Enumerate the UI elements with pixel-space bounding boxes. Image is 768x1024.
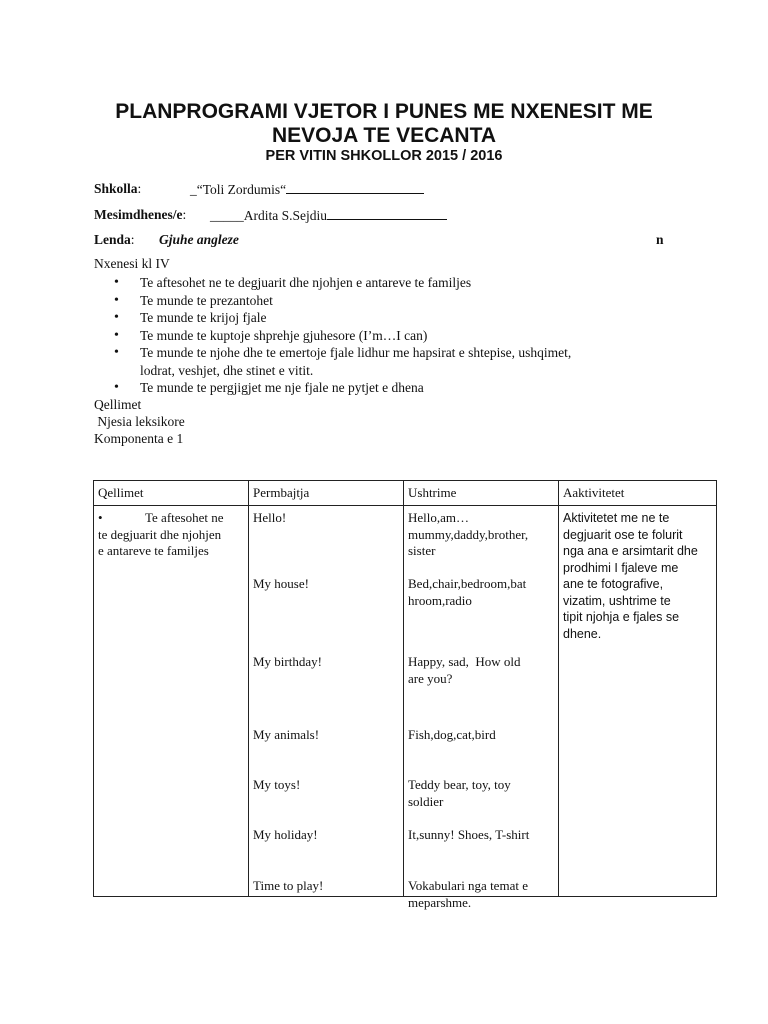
qellimet-text-1: Te aftesohet ne xyxy=(145,510,224,525)
teacher-underline xyxy=(327,207,447,220)
exercise-line: Vokabulari nga temat e xyxy=(408,878,528,893)
content-item: My toys! xyxy=(253,777,301,792)
exercise-item xyxy=(408,827,554,844)
exercise-item xyxy=(408,510,554,560)
cell-permbajtja xyxy=(249,506,404,897)
teacher-value: _____Ardita S.Sejdiu xyxy=(210,208,327,223)
teacher-field xyxy=(94,207,327,223)
goal-item-continuation: lodrat, veshjet, dhe stinet e vitit. xyxy=(140,362,314,378)
qellimet-line-2: te degjuarit dhe njohjen xyxy=(98,526,222,542)
school-field xyxy=(94,181,287,197)
content-item: My animals! xyxy=(253,727,320,742)
section-qellimet: Qellimet xyxy=(94,397,142,412)
qellimet-line-3: e antareve te familjes xyxy=(98,543,209,558)
exercise-item xyxy=(408,777,554,810)
exercise-item xyxy=(408,654,554,687)
goal-item: • Te munde te pergjigjet me nje fjale ne pytjet e dhena xyxy=(112,379,672,397)
exercise-item xyxy=(408,878,554,911)
content-stack xyxy=(253,510,399,894)
school-underline xyxy=(286,181,424,194)
goal-item: • Te munde te prezantohet xyxy=(112,292,672,310)
activity-line: vizatim, ushtrime te xyxy=(563,593,671,608)
content-item: Time to play! xyxy=(253,878,324,893)
school-label: Shkolla xyxy=(94,181,138,196)
doc-subtitle: PER VITIN SHKOLLOR 2015 / 2016 xyxy=(265,148,503,164)
table-body-row xyxy=(94,506,717,897)
goal-item: • Te munde te krijoj fjale xyxy=(112,309,672,327)
exercise-line: Happy, sad, How old xyxy=(408,654,521,669)
exercise-line: Teddy bear, toy, toy xyxy=(408,777,511,792)
subject-colon: : xyxy=(130,232,135,247)
activity-line: prodhimi I fjaleve me xyxy=(563,560,679,575)
teacher-label: Mesimdhenes/e xyxy=(94,207,183,222)
exercise-line: Fish,dog,cat,bird xyxy=(408,727,496,742)
goal-item: • Te aftesohet ne te degjuarit dhe njohjen e antareve te familjes xyxy=(112,274,672,292)
school-value: _“Toli Zordumis“ xyxy=(190,182,287,197)
exercise-stack xyxy=(408,510,554,910)
subject-value: Gjuhe angleze xyxy=(159,232,239,247)
content-item: Hello! xyxy=(253,510,287,525)
exercise-item xyxy=(408,727,554,744)
exercise-line: are you? xyxy=(408,670,453,686)
subject-label: Lenda xyxy=(94,232,131,247)
exercise-line: hroom,radio xyxy=(408,592,472,608)
teacher-colon: : xyxy=(182,207,187,222)
exercise-line: Hello,am… xyxy=(408,510,470,525)
cell-ushtrime xyxy=(404,506,559,910)
exercise-line: soldier xyxy=(408,793,444,809)
activities-text xyxy=(563,510,712,642)
goals-list xyxy=(112,274,672,397)
exercise-line: Bed,chair,bedroom,bat xyxy=(408,576,527,591)
bullet: • xyxy=(98,510,103,525)
header-qellimet: Qellimet xyxy=(94,481,249,506)
section-komponenta: Komponenta e 1 xyxy=(94,431,184,446)
goal-item: • Te munde te njohe dhe te emertoje fjale lidhur me hapsirat e shtepise, ushqimet, xyxy=(112,344,672,362)
activity-line: degjuarit ose te folurit xyxy=(563,527,683,542)
exercise-line: sister xyxy=(408,543,436,558)
exercise-line: mummy,daddy,brother, xyxy=(408,526,529,542)
subject-field xyxy=(94,232,239,248)
teacher-value-wrap xyxy=(210,207,447,224)
section-njesia: Njesia leksikore xyxy=(94,414,185,429)
qellimet-line-1 xyxy=(98,510,244,527)
stray-letter: n xyxy=(656,232,664,247)
header-ushtrime: Ushtrime xyxy=(404,481,559,506)
header-permbajtja: Permbajtja xyxy=(249,481,404,506)
doc-title-line-2: NEVOJA TE VECANTA xyxy=(271,124,497,147)
cell-qellimet xyxy=(94,506,249,897)
activity-line: dhene. xyxy=(563,626,602,641)
activity-line: tipit njohja e fjales se xyxy=(563,610,680,624)
activity-line: Aktivitetet me ne te xyxy=(563,511,670,525)
content-item: My house! xyxy=(253,576,309,591)
activity-line: nga ana e arsimtarit dhe xyxy=(563,544,698,558)
content-item: My holiday! xyxy=(253,827,318,842)
activity-line: ane te fotografive, xyxy=(563,577,664,591)
school-colon: : xyxy=(137,181,142,196)
header-aktivitetet: Aaktivitetet xyxy=(559,481,717,506)
table-header-row xyxy=(94,481,717,506)
exercise-line: It,sunny! Shoes, T-shirt xyxy=(408,827,530,842)
goal-item: • Te munde te kuptoje shprehje gjuhesore (I’m…I can) xyxy=(112,327,672,345)
content-item: My birthday! xyxy=(253,654,322,669)
cell-aktivitetet xyxy=(559,506,717,897)
plan-table xyxy=(93,480,717,910)
exercise-item xyxy=(408,576,554,609)
exercise-line: meparshme. xyxy=(408,894,472,910)
student-line: Nxenesi kl IV xyxy=(94,256,170,271)
doc-title-line-1: PLANPROGRAMI VJETOR I PUNES ME NXENESIT ME xyxy=(115,100,653,123)
school-value-wrap xyxy=(190,181,424,198)
